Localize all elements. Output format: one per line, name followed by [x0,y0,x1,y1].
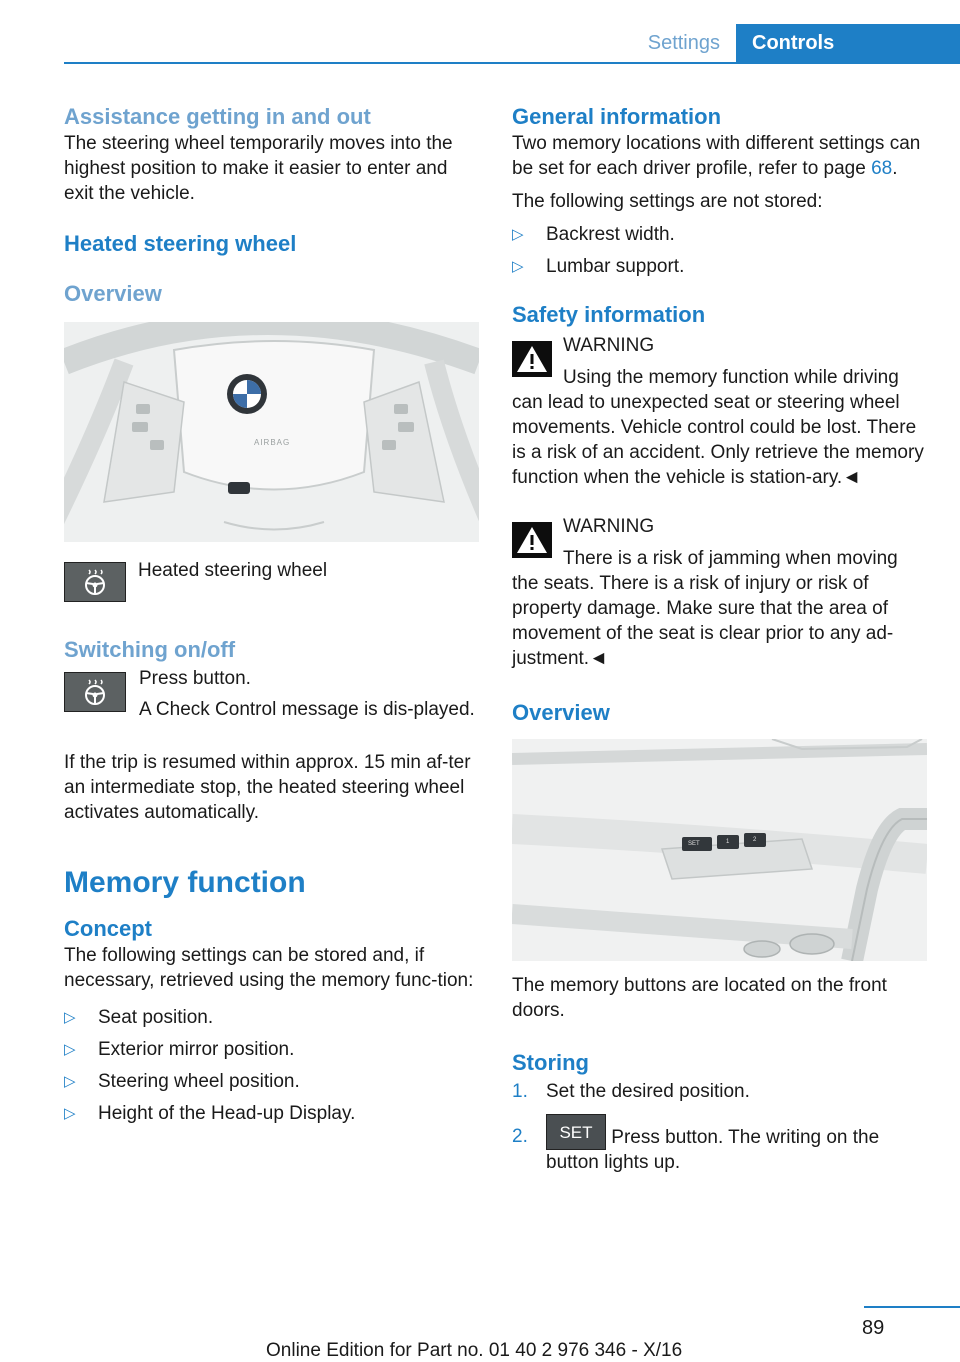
triangle-right-icon: ▷ [64,1041,76,1058]
list-item: ▷ Height of the Head-up Display. [64,1103,356,1124]
switch-press: Press button. [139,668,251,689]
warning-triangle-icon [512,341,552,377]
footer-edition: Online Edition for Part no. 01 40 2 976 346 - X/16 [266,1340,683,1361]
list-item: ▷ Lumbar support. [512,256,685,277]
door-memory-2-label: 2 [753,837,757,843]
footer-rule [864,1306,960,1308]
stored-settings-list [64,1005,479,1126]
steering-wheel-photo [64,322,479,542]
list-item: ▷ Seat position. [64,1007,214,1028]
list-item: ▷ Backrest width. [512,224,675,245]
heated-heading: Heated steering wheel [64,231,297,256]
steering-wheel-illustration [64,322,479,542]
general-text: Two memory locations with different settings can be set for each driver profile, refer to page 68. [512,133,921,179]
heated-caption: Heated steering wheel [138,560,328,581]
list-item: 2. SET Press button. The writing on the button lights up. [512,1114,924,1175]
door-set-label: SET [688,841,700,847]
storing-heading: Storing [512,1050,589,1075]
list-item: ▷ Steering wheel position. [64,1071,300,1092]
warning-triangle-icon [512,522,552,558]
warning-label: WARNING [563,335,655,356]
door-memory-photo [512,739,927,961]
page-reference-link[interactable]: 68 [871,158,893,179]
triangle-right-icon: ▷ [64,1009,76,1026]
overview-heading-right: Overview [512,700,610,725]
right-column [512,103,924,1183]
memory-heading: Memory function [64,866,306,899]
storing-steps [512,1079,924,1175]
switch-message: A Check Control message is dis-played. [139,699,475,720]
set-button[interactable]: SET [546,1114,606,1150]
switch-heading: Switching on/off [64,637,236,662]
general-heading: General information [512,104,722,129]
not-stored-list [512,222,924,279]
page-header [64,24,960,64]
concept-text: The following settings can be stored and, if necessary, retrieved using the memory func-tion: [64,945,474,991]
triangle-right-icon: ▷ [512,226,524,243]
memory-caption: The memory buttons are located on the front doors. [512,975,887,1021]
assist-text: The steering wheel temporarily moves into the highest position to make it easier to enter and exit the vehicle. [64,133,453,204]
heated-caption-row [64,562,479,602]
concept-heading: Concept [64,916,152,941]
assist-heading: Assistance getting in and out [64,104,371,129]
list-item: ▷ Exterior mirror position. [64,1039,295,1060]
overview-heading: Overview [64,281,162,306]
triangle-right-icon: ▷ [512,258,524,275]
switch-block [64,666,479,740]
page-number: 89 [862,1317,885,1339]
safety-heading: Safety information [512,302,706,327]
header-chapter[interactable]: Controls [736,24,960,62]
heated-steering-wheel-icon [64,562,126,602]
header-section[interactable]: Settings [647,32,720,54]
door-panel-illustration [512,739,927,961]
warning-1 [512,333,924,490]
triangle-right-icon: ▷ [64,1105,76,1122]
not-stored-intro: The following settings are not stored: [512,191,823,212]
left-column [64,103,479,1133]
heated-steering-wheel-button-icon[interactable] [64,672,126,712]
resume-text: If the trip is resumed within approx. 15 min af-ter an intermediate stop, the heated steering wheel activates automatically. [64,752,471,823]
list-item: 1. Set the desired position. [512,1081,750,1102]
warning-2 [512,514,924,671]
warning-2-text: There is a risk of jamming when moving the seats. There is a risk of injury or risk of property damage. Make sure that the area of movement of the seat is clear prior to any ad-justment.◄ [512,548,898,669]
warning-1-text: Using the memory function while driving can lead to unexpected seat or steering wheel movements. Vehicle control could be lost. There is a risk of an accident. Only retrieve the memory function when the vehicle is station-ary.◄ [512,367,924,488]
warning-label: WARNING [563,516,655,537]
triangle-right-icon: ▷ [64,1073,76,1090]
door-memory-1-label: 1 [726,839,730,845]
airbag-label: AIRBAG [254,438,291,447]
